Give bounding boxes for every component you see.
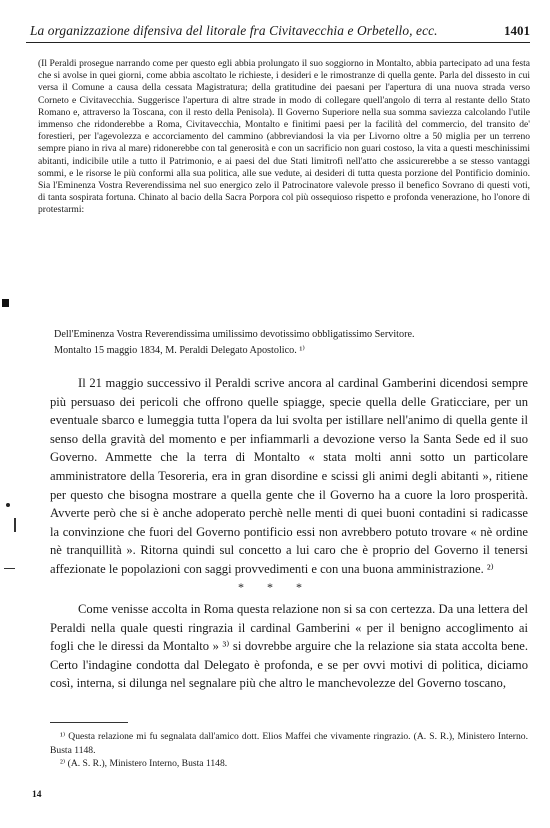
footnote: ²⁾ (A. S. R.), Ministero Interno, Busta 1148.: [60, 758, 228, 770]
body-paragraph: Il 21 maggio successivo il Peraldi scrive ancora al cardinal Gamberini dicendosi sempre più persuaso dei pericoli che offrono quelle spiagge, specie quella delle Graticciare, per un eventuale sbarco e lumeggia tutta l'opera da lui svolta per istillare nell'animo di quella gente il senso della gravità del momento e per infiammarli a devozione verso la Santa Sede ed il suo Governo. Ammette che la terra di Montalto « stata molti anni sotto un particolare amministratore della Tesoreria, era in gran disordine e scissi gli animi degli abitanti », ritiene per questo che bisogna mostrare a quella gente che il Governo ha a cuore la loro prosperità. Avverte però che si è anche adoperato perchè nelle menti di quei buoni contadini si radicasse la convinzione che fuori del Governo pontificio essi non avrebbero potuto trovare « nè ordine nè tranquillità ». Ritorna quindi sul concetto a lui caro che è proprio del Governo il tenersi affezionate le popolazioni con saggi provvedimenti e con una buona amministrazione. ²⁾: [50, 376, 528, 576]
margin-mark: [14, 518, 24, 532]
signature-closing: Dell'Eminenza Vostra Reverendissima umilissimo devotissimo obbligatissimo Servitore.: [54, 329, 415, 340]
body-section-1: [50, 374, 528, 579]
body-paragraph: Come venisse accolta in Roma questa relazione non si sa con certezza. Da una lettera del Peraldi nella quale questi ringrazia il cardinal Gamberini « per il benigno accoglimento ai fogli che le diressi da Montalto » ³⁾ si dovrebbe arguire che la relazione sia stata accolta bene. Certo l'indagine condotta dal Delegato è profonda, e se per ovvi motivi di politica, diciamo così, interna, si dilunga nel segnalare più che altro le manchevolezze del Governo toscano,: [50, 602, 528, 691]
body-section-2: [50, 600, 528, 693]
quoted-letter: [38, 58, 530, 217]
signature-date-line: Montalto 15 maggio 1834, M. Peraldi Delegato Apostolico. ¹⁾: [54, 345, 305, 356]
running-title: La organizzazione difensiva del litorale fra Civitavecchia e Orbetello, ecc.: [30, 23, 438, 38]
folio-number: 14: [32, 790, 42, 800]
section-separator: * * *: [238, 580, 312, 594]
footnote-rule: [50, 722, 128, 723]
running-header: [26, 20, 530, 43]
footnotes: [50, 730, 528, 771]
quoted-paragraph: (Il Peraldi prosegue narrando come per questo egli abbia prolungato il suo soggiorno in Montalto, abbia partecipato ad una festa che si avolse in quei giorni, come abbia ascoltato le richieste, i desideri e le rimostranze di quella gente. Parla del dissesto in cui versa il Comune a causa della cessata Magistratura; della gratitudine dei paesani per l'apertura di una nuova strada verso Corneto e Civitavecchia. Suggerisce l'apertura di altre strade in modo di collegare quell'angolo di terra al restante dello Stato Romano e, attraverso la Toscana, con il resto della Penisola). Il Governo Superiore nella sua somma saviezza calcolando l'utile immenso che ridonderebbe a Roma, Civitavecchia, Montalto e finitimi paesi per la facilità del commercio, del transito de' forestieri, per l'agevolezza e accorciamento del cammino (abbreviandosi la via per Livorno oltre a 50 miglia per un terreno sempre piano in riva al mare) ridonerebbe con tal generosità e con un sacrificio non guari costoso, la vita a questi meschinissimi abitanti, indicibile utile a tutto il Patrimonio, e ai paesi del due Stati limitrofi nell'atto che assicurerebbe a se stesso vantaggi sommi, e le risorse le più conformi alla sua politica, alle sue vedute, ai desideri di tutta questa porzione del Pontificio dominio. Sia l'Eminenza Vostra Reverendissima nel suo energico zelo il Patrocinatore valevole presso il benefico Sovrano di questi voti, di tanta sospirata fortuna. Chinato al bacio della Sacra Porpora col più ossequioso rispetto e profonda venerazione, ho l'onore di protestarmi:: [38, 58, 530, 216]
footnote: ¹⁾ Questa relazione mi fu segnalata dall'amico dott. Elios Maffei che vivamente ringrazio. (A. S. R.), Ministero Interno. Busta 1148.: [50, 731, 528, 756]
margin-mark: [6, 503, 10, 507]
page-number: 1401: [504, 23, 530, 38]
margin-mark: [2, 299, 9, 307]
margin-mark: [4, 568, 15, 569]
